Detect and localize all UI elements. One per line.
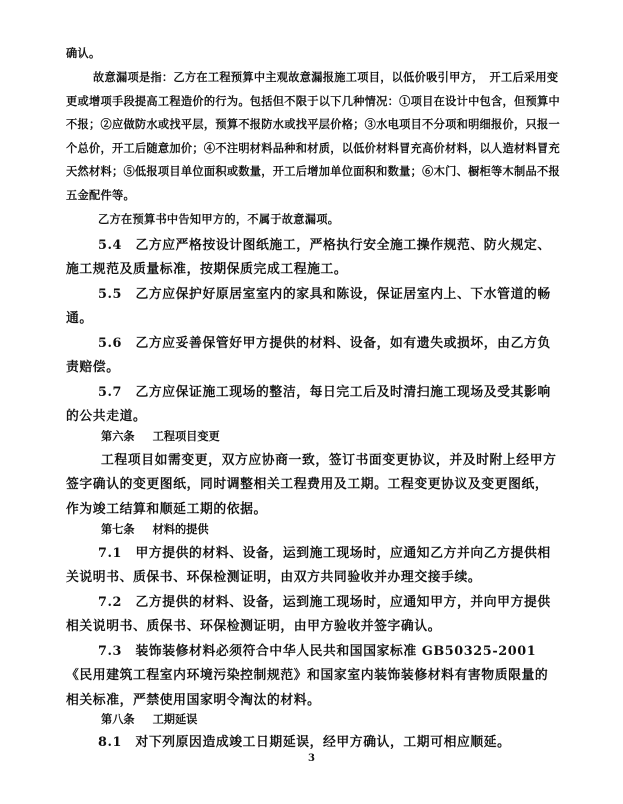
- paragraph-deliberate-omission: 故意漏项是指：乙方在工程预算中主观故意漏报施工项目，以低价吸引甲方， 开工后采用变更或增项手段提高工程造价的行为。包括但不限于以下几种情况：①项目在设计中包含，但预算中不报；②应做防水或找平层，预算不报防水或找平层价格；③水电项目不分项和明细报价，只报一个总价，开工后随意加价；④不注明材料品种和材质，以低价材料冒充高价材料，以人造材料冒充天然材料；⑤低报项目单位面积或数量，开工后增加单位面积和数量；⑥木门、橱柜等木制品不报五金配件等。: [66, 70, 560, 202]
- clause-5-5: 5.5 乙方应保护好原居室室内的家具和陈设，保证居室内上、下水管道的畅通。: [66, 287, 551, 327]
- clause-7-2: 7.2 乙方提供的材料、设备，运到施工现场时，应通知甲方，并向甲方提供相关说明书、质保书、环保检测证明，由甲方验收并签字确认。: [66, 595, 551, 635]
- article-6-title: 工程项目变更: [152, 429, 220, 443]
- page-number: 3: [308, 753, 315, 764]
- clause-5-7: 5.7 乙方应保证施工现场的整洁，每日完工后及时清扫施工现场及受其影响的公共走道。: [66, 385, 551, 425]
- article-8-heading: [101, 707, 561, 731]
- paragraph-change-agreement: 工程项目如需变更，双方应协商一致，签订书面变更协议，并及时附上经甲方签字确认的变更图纸，同时调整相关工程费用及工期。工程变更协议及变更图纸，作为竣工结算和顺延工期的依据。: [66, 453, 557, 517]
- article-8-title: 工期延误: [152, 712, 198, 726]
- article-7-heading: [101, 517, 561, 541]
- article-7-number: 第七条: [101, 522, 135, 536]
- paragraph-confirm: 确认。: [66, 46, 101, 60]
- article-8-number: 第八条: [101, 712, 135, 726]
- paragraph-budget-notice: 乙方在预算书中告知甲方的，不属于故意漏项。: [98, 212, 340, 226]
- article-6-heading: [101, 424, 561, 448]
- article-6-number: 第六条: [101, 429, 135, 443]
- clause-7-3: 7.3 装饰装修材料必须符合中华人民共和国国家标准 GB50325-2001《民用建筑工程室内环境污染控制规范》和国家室内装饰装修材料有害物质限量的相关标准，严禁使用国家明令淘汰的材料。: [66, 644, 549, 708]
- article-7-title: 材料的提供: [152, 522, 209, 536]
- clause-7-1: 7.1 甲方提供的材料、设备，运到施工现场时，应通知乙方并向乙方提供相关说明书、质保书、环保检测证明，由双方共同验收并办理交接手续。: [66, 546, 551, 586]
- clause-5-4: 5.4 乙方应严格按设计图纸施工，严格执行安全施工操作规范、防火规定、施工规范及质量标准，按期保质完成工程施工。: [66, 238, 551, 278]
- clause-5-6: 5.6 乙方应妥善保管好甲方提供的材料、设备，如有遗失或损坏，由乙方负责赔偿。: [66, 336, 551, 376]
- clause-8-1: 8.1 对下列原因造成竣工日期延误，经甲方确认，工期可相应顺延。: [98, 735, 511, 750]
